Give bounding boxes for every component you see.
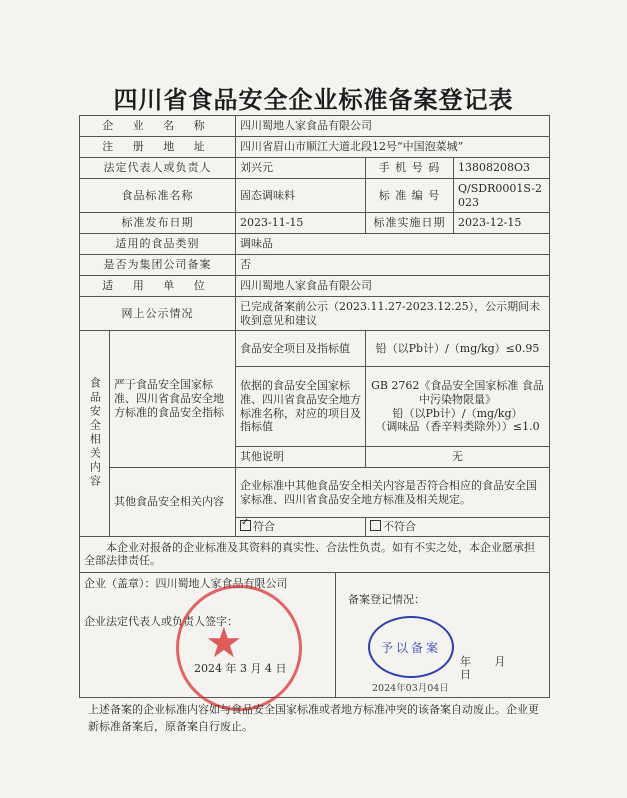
address-value: 四川省眉山市顺江大道北段12号“中国泡菜城” — [236, 137, 550, 158]
public-notice-label: 网上公示情况 — [80, 297, 236, 331]
basis-standard-line-3: （调味品（香辛料类除外））≤1.0 — [375, 420, 540, 434]
declaration: 本企业对报备的企业标准及其资料的真实性、合法性负责。如有不实之处，本企业愿承担全部法律责任。 — [80, 536, 550, 572]
filing-label: 备案登记情况： — [348, 592, 425, 606]
registration-form — [79, 115, 550, 698]
company-name-value: 四川蜀地人家食品有限公司 — [236, 116, 550, 137]
nonconform-option — [366, 518, 550, 537]
implement-date-value: 2023-12-15 — [454, 213, 550, 234]
group-filing-value: 否 — [236, 255, 550, 276]
stricter-indicator-label: 严于食品安全国家标准、四川省食品安全地方标准的食品安全指标 — [110, 331, 236, 468]
company-sign-date: 2024 年 3 月 4 日 — [194, 662, 287, 676]
implement-date-label: 标准实施日期 — [366, 213, 454, 234]
other-content-label: 其他食品安全相关内容 — [110, 468, 236, 537]
basis-standard-line-1: GB 2762《食品安全国家标准 食品中污染物限量》 — [371, 379, 544, 406]
other-notes-value: 无 — [366, 447, 550, 468]
basis-standard-label: 依据的食品安全国家标准、四川省食品安全地方标准名称，对应的项目及指标值 — [236, 367, 366, 447]
phone-label: 手 机 号 码 — [366, 158, 454, 179]
legal-rep-value: 刘兴元 — [236, 158, 366, 179]
publish-date-value: 2023-11-15 — [236, 213, 366, 234]
phone-value: 13808208O3 — [454, 158, 550, 179]
standard-number-value: Q/SDR0001S-2023 — [454, 179, 550, 213]
applicable-unit-label: 适 用 单 位 — [80, 276, 236, 297]
publish-date-label: 标准发布日期 — [80, 213, 236, 234]
approval-stamp: 予以备案 — [368, 616, 454, 678]
other-content-text: 企业标准中其他食品安全相关内容是否符合相应的食品安全国家标准、四川省食品安全地方标准及相关规定。 — [236, 468, 550, 518]
address-label: 注 册 地 址 — [80, 137, 236, 158]
footnote: 上述备案的企业标准内容如与食品安全国家标准或者地方标准冲突的该备案自动废止。企业更新标准备案后，原备案自行废止。 — [88, 703, 539, 733]
conform-label: 符合 — [253, 520, 275, 533]
nonconform-label: 不符合 — [383, 520, 416, 533]
safety-item-value: 铅（以Pb计）/（mg/kg）≤0.95 — [366, 331, 550, 367]
seal-star-icon: ★ — [205, 618, 243, 667]
applicable-unit-value: 四川蜀地人家食品有限公司 — [236, 276, 550, 297]
company-seal-label: 企业（盖章）： — [84, 576, 156, 590]
other-notes-label: 其他说明 — [236, 447, 366, 468]
group-filing-label: 是否为集团公司备案 — [80, 255, 236, 276]
safety-section-label: 食品安全相关内容 — [80, 331, 110, 537]
legal-rep-label: 法定代表人或负责人 — [80, 158, 236, 179]
legal-sign-label: 企业法定代表人或负责人签字： — [84, 614, 238, 628]
nonconform-checkbox[interactable] — [370, 520, 381, 531]
conform-checkbox[interactable] — [240, 520, 251, 531]
standard-name-value: 固态调味料 — [236, 179, 366, 213]
filing-date-placeholder: 年 月 日 — [460, 654, 516, 682]
standard-name-label: 食品标准名称 — [80, 179, 236, 213]
approval-date: 2024年03月04日 — [372, 683, 449, 694]
company-name-label: 企 业 名 称 — [80, 116, 236, 137]
safety-item-header: 食品安全项目及指标值 — [236, 331, 366, 367]
basis-standard-value — [366, 367, 550, 447]
basis-standard-line-2: 铅（以Pb计）/（mg/kg） — [392, 406, 523, 420]
standard-number-label: 标 准 编 号 — [366, 179, 454, 213]
food-category-label: 适用的食品类别 — [80, 234, 236, 255]
food-category-value: 调味品 — [236, 234, 550, 255]
public-notice-value: 已完成备案前公示（2023.11.27-2023.12.25），公示期间未收到意见和建议 — [236, 297, 550, 331]
company-seal-value: 四川蜀地人家食品有限公司 — [155, 576, 288, 590]
conform-option — [236, 518, 366, 537]
page-title: 四川省食品安全企业标准备案登记表 — [113, 86, 514, 114]
